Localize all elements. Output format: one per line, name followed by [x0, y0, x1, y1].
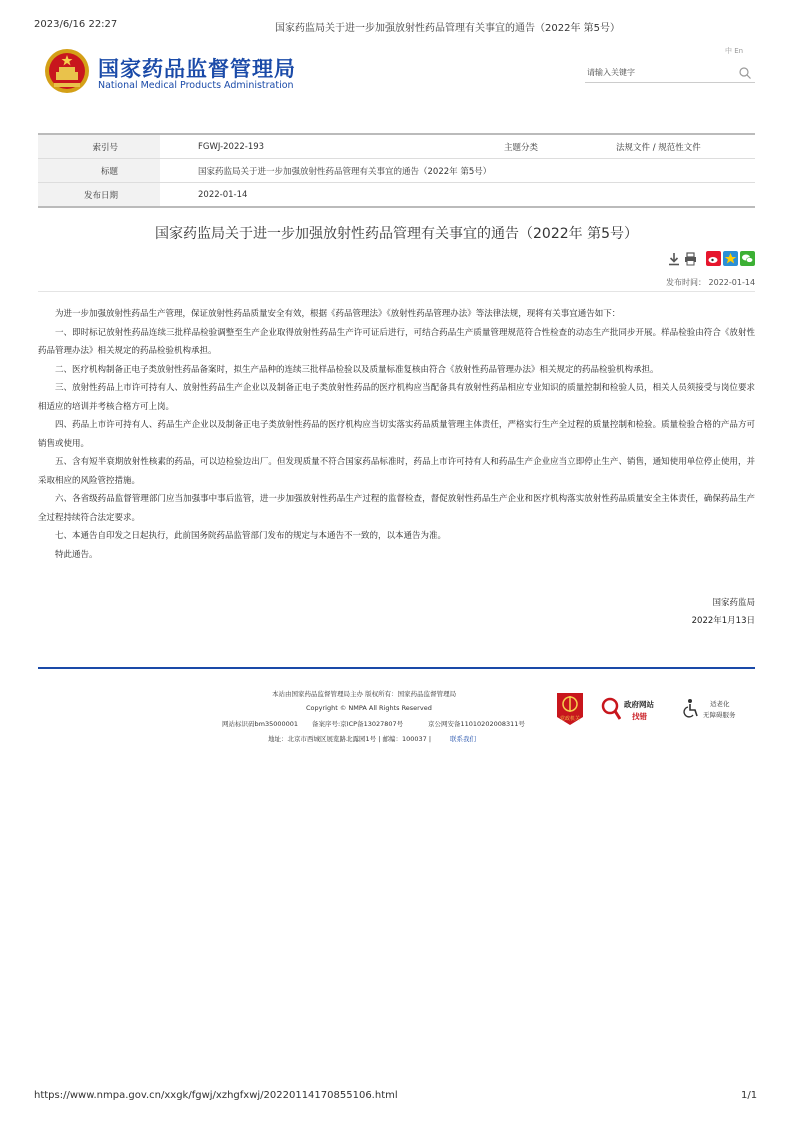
gov-site-label[interactable]: 政府网站	[624, 700, 654, 709]
party-gov-badge-label: 党政机关	[559, 716, 580, 722]
paragraph-7: 七、本通告自印发之日起执行，此前国务院药品监管部门发布的规定与本通告不一致的，以本通告为准。	[55, 531, 447, 541]
page-title: 国家药监局关于进一步加强放射性药品管理有关事宜的通告（2022年 第5号）	[155, 226, 638, 242]
contact-link[interactable]: 联系我们	[450, 735, 476, 743]
footer-divider	[38, 667, 755, 669]
category-value: 法规文件 / 规范性文件	[578, 134, 755, 159]
date-label: 发布日期	[38, 183, 160, 208]
footer-icp[interactable]: 备案序号:京ICP备13027807号	[312, 720, 404, 728]
sign-date: 2022年1月13日	[691, 616, 755, 626]
weibo-share-icon[interactable]	[706, 251, 721, 266]
party-gov-badge[interactable]	[555, 691, 585, 727]
wechat-share-icon[interactable]	[740, 251, 755, 266]
accessibility-label[interactable]: 适老化	[710, 700, 730, 708]
paragraph-intro: 为进一步加强放射性药品生产管理，保证放射性药品质量安全有效，根据《药品管理法》《放射性药品管理办法》等法律法规，现将有关事宜通告如下：	[55, 309, 621, 319]
paragraph-5: 五、含有短半衰期放射性核素的药品，可以边检验边出厂。但发现质量不符合国家药品标准时，药品上市许可持有人和药品生产企业应当立即停止生产、销售，通知使用单位停止使用，并采取相应的风险管控措施。	[38, 457, 755, 486]
print-datetime: 2023/6/16 22:27	[34, 19, 118, 30]
download-icon[interactable]	[668, 252, 680, 266]
footer-sponsor: 本站由国家药品监督管理局主办 版权所有：国家药品监督管理局	[272, 690, 457, 698]
divider	[38, 291, 755, 292]
print-page-title: 国家药监局关于进一步加强放射性药品管理有关事宜的通告（2022年 第5号）	[275, 23, 620, 34]
accessibility-icon[interactable]	[682, 698, 700, 720]
print-url: https://www.nmpa.gov.cn/xxgk/fgwj/xzhgfxwj/20220114170855106.html	[34, 1090, 398, 1101]
footer-address: 地址：北京市西城区展览路北露园1号 | 邮编：100037 |	[268, 735, 432, 743]
accessibility-service-label[interactable]: 无障碍服务	[703, 711, 736, 719]
qzone-share-icon[interactable]	[723, 251, 738, 266]
paragraph-4: 四、药品上市许可持有人、药品生产企业以及制备正电子类放射性药品的医疗机构应当切实落实药品质量管理主体责任，严格实行生产全过程的质量控制和检验。质量检验合格的产品方可销售或使用。	[38, 420, 755, 449]
publish-time: 发布时间： 2022-01-14	[666, 278, 756, 287]
index-label: 索引号	[38, 134, 160, 159]
footer-police-record[interactable]: 京公网安备11010202008311号	[428, 720, 525, 728]
paragraph-1: 一、即时标记放射性药品连续三批样品检验调整至生产企业取得放射性药品生产许可证后进行，可结合药品生产质量管理规范符合性检查的动态生产批同步开展。样品检验由符合《放射性药品管理办法》相关规定的药品检验机构承担。	[38, 327, 755, 356]
national-emblem-icon[interactable]	[44, 48, 90, 94]
article-body	[38, 305, 755, 564]
site-name-cn[interactable]: 国家药品监督管理局	[98, 57, 296, 81]
search-icon[interactable]	[738, 66, 752, 80]
footer-copyright: Copyright © NMPA All Rights Reserved	[306, 704, 432, 712]
print-page-number: 1/1	[741, 1090, 758, 1101]
signer: 国家药监局	[712, 598, 755, 608]
footer-site-id: 网站标识码bm35000001	[222, 720, 299, 728]
paragraph-2: 二、医疗机构制备正电子类放射性药品备案时，拟生产品种的连续三批样品检验以及质量标准复核由符合《放射性药品管理办法》相关规定的药品检验机构承担。	[55, 364, 659, 375]
site-name-en: National Medical Products Administration	[98, 80, 294, 91]
document-meta-table	[38, 133, 755, 208]
title-value: 国家药监局关于进一步加强放射性药品管理有关事宜的通告（2022年 第5号）	[160, 159, 755, 183]
index-value: FGWJ-2022-193	[160, 134, 438, 159]
paragraph-closing: 特此通告。	[55, 549, 98, 560]
search-input[interactable]: 请输入关键字	[585, 63, 755, 83]
print-icon[interactable]	[684, 252, 697, 266]
language-switch[interactable]: 中 En	[725, 47, 744, 55]
date-value: 2022-01-14	[160, 183, 755, 208]
gov-site-error-label[interactable]: 找错	[632, 712, 647, 721]
category-label: 主题分类	[438, 134, 578, 159]
paragraph-6: 六、各省级药品监督管理部门应当加强事中事后监管，进一步加强放射性药品生产过程的监督检查，督促放射性药品生产企业和医疗机构落实放射性药品质量安全主体责任，确保药品生产全过程持续符合法定要求。	[38, 494, 755, 523]
title-label: 标题	[38, 159, 160, 183]
gov-site-error-icon[interactable]	[601, 697, 621, 721]
paragraph-3: 三、放射性药品上市许可持有人、放射性药品生产企业以及制备正电子类放射性药品的医疗机构应当配备具有放射性药品相应专业知识的质量控制和检验人员，相关人员须接受与岗位要求相适应的培训并考核合格方可上岗。	[38, 383, 755, 412]
